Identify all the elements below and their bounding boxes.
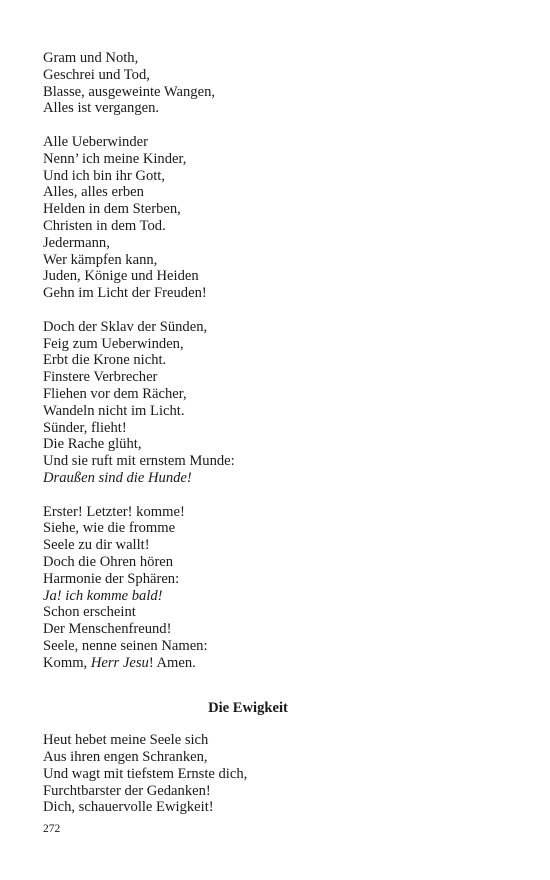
italic-segment: Draußen sind die Hunde! <box>43 469 192 486</box>
poem-line: Blasse, ausgeweinte Wangen, <box>43 83 216 100</box>
poem-line <box>43 470 513 487</box>
stanza <box>43 732 513 816</box>
poem-line: Seele, nenne seinen Namen: <box>43 637 208 654</box>
poem-line: Doch der Sklav der Sünden, <box>43 318 208 335</box>
poem-line <box>43 655 513 672</box>
poem-page <box>43 50 513 833</box>
poem-line: Aus ihren engen Schranken, <box>43 749 208 766</box>
poem-line: Dich, schauervolle Ewigkeit! <box>43 799 214 816</box>
italic-segment: Herr Jesu <box>90 654 149 671</box>
poem-line: Doch die Ohren hören <box>43 553 174 570</box>
poem-line: Der Menschenfreund! <box>43 621 172 638</box>
poem-line: Alles ist vergangen. <box>43 100 160 117</box>
poem-line: Nenn’ ich meine Kinder, <box>43 150 187 167</box>
poem-line: Alle Ueberwinder <box>43 133 148 150</box>
poem-line: Siehe, wie die fromme <box>43 520 176 537</box>
text-segment: ! Amen. <box>148 654 196 671</box>
poem-line: Christen in dem Tod. <box>43 217 166 234</box>
poem-line: Gehn im Licht der Freuden! <box>43 285 207 302</box>
poem-line: Furchtbarster der Gedanken! <box>43 782 211 799</box>
poem-line: Juden, Könige und Heiden <box>43 268 199 285</box>
poem-line: Alles, alles erben <box>43 184 144 201</box>
poem-line: Finstere Verbrecher <box>43 369 158 386</box>
poem-line <box>43 588 513 605</box>
poem-line: Harmonie der Sphären: <box>43 570 180 587</box>
poem-line: Jedermann, <box>43 234 110 251</box>
poem-line: Erster! Letzter! komme! <box>43 503 185 520</box>
section-title: Die Ewigkeit <box>208 700 288 717</box>
poem-line: Wandeln nicht im Licht. <box>43 402 185 419</box>
italic-segment: Ja! ich komme bald! <box>43 587 163 604</box>
page-number: 272 <box>43 823 61 835</box>
stanza <box>43 319 513 487</box>
poem-line: Sünder, flieht! <box>43 419 127 436</box>
poem-line: Geschrei und Tod, <box>43 66 150 83</box>
poem-line: Und wagt mit tiefstem Ernste dich, <box>43 765 248 782</box>
poem-line: Helden in dem Sterben, <box>43 201 181 218</box>
poem-line: Erbt die Krone nicht. <box>43 352 167 369</box>
poem-line: Und sie ruft mit ernstem Munde: <box>43 453 235 470</box>
poem-body <box>43 50 513 671</box>
poem-line: Gram und Noth, <box>43 50 139 66</box>
poem-line: Heut hebet meine Seele sich <box>43 732 209 749</box>
stanza <box>43 50 513 117</box>
final-stanza-container <box>43 732 513 816</box>
poem-line: Schon erscheint <box>43 604 136 621</box>
poem-line: Wer kämpfen kann, <box>43 251 158 268</box>
poem-line: Und ich bin ihr Gott, <box>43 167 166 184</box>
poem-line: Feig zum Ueberwinden, <box>43 335 184 352</box>
stanza <box>43 134 513 302</box>
poem-line: Fliehen vor dem Rächer, <box>43 385 187 402</box>
stanza <box>43 504 513 672</box>
text-segment: Komm, <box>43 654 91 671</box>
poem-line: Die Rache glüht, <box>43 436 142 453</box>
poem-line: Seele zu dir wallt! <box>43 537 150 554</box>
